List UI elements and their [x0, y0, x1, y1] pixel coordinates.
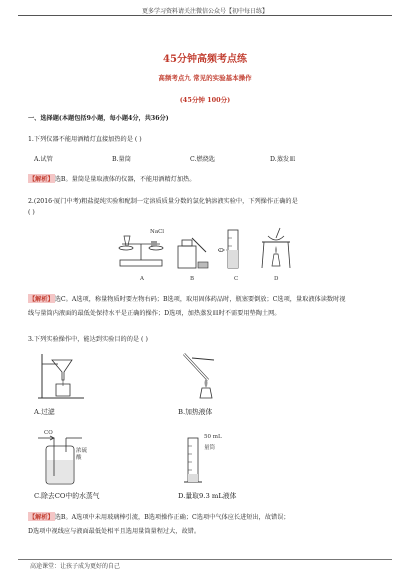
q3-option-c: C.除去CO中的水蒸气: [34, 492, 100, 500]
q2-label-d: D: [274, 276, 279, 282]
topic-subtitle: 高频考点九 常见的实验基本操作: [158, 74, 252, 82]
q3-option-b: B.加热液体: [178, 408, 213, 416]
q3-cylinder-label: 50 mL: [204, 434, 222, 440]
header-divider: [18, 15, 392, 16]
page-header: 更多学习资料请关注微信公众号【初中每日练】: [141, 8, 268, 15]
q2-stem-line2: ( ): [28, 209, 35, 216]
q3-figure-d-cylinder: [180, 432, 220, 488]
q3-option-a: A.过滤: [34, 408, 55, 416]
q2-analysis-line2: 线与量筒内液面的最低处保持水平是正确的操作；D选项，加热蒸发皿时不需要用垫陶土网。: [28, 310, 281, 317]
q3-stem: 3.下列实验操作中，能达到实验目的的是 ( ): [28, 336, 148, 343]
q2-label-a: A: [140, 276, 144, 282]
q2-label-c: C: [234, 276, 239, 282]
q2-figure-b-bottle: [172, 232, 212, 270]
q2-label-b: B: [190, 276, 195, 282]
q3-analysis-text: 选B。A选项中未用玻璃棒引流，B选项操作正确；C选项中气体应长进短出，故错误；: [54, 514, 290, 521]
q1-analysis: [28, 174, 195, 183]
q2-analysis-tag: 【解析】: [29, 296, 54, 303]
q2-nacl-label: NaCl: [150, 229, 165, 235]
footer-divider: [18, 559, 392, 560]
page-title: 45分钟高频考点练: [163, 54, 247, 65]
q1-option-b: B.量筒: [112, 156, 131, 163]
q3-analysis-line2: D选项中视线应与液面最低处相平且选用量筒量程过大，故错。: [28, 528, 201, 535]
duration-score: (45分钟 100分): [179, 96, 231, 104]
section-heading: 一、选择题(本题包括9小题，每小题4分，共36分): [28, 115, 169, 122]
q1-analysis-tag: 【解析】: [29, 176, 54, 183]
q1-option-d: D.蒸发皿: [270, 156, 296, 163]
q3-acid-label: 浓硫酸: [76, 448, 88, 461]
q2-figure-c-cylinder: [218, 228, 252, 272]
q2-analysis-text: 选C。A选项，称量物质时要左物右码；B选项，取用固体药品时，瓶塞要倒放；C选项，量取液体读数时视: [54, 296, 346, 303]
page-footer: 高途课堂：让孩子成为更好的自己: [30, 563, 121, 570]
q1-stem: 1.下列仪器不能用酒精灯直接加热的是 ( ): [28, 136, 142, 143]
q3-cylinder-sub: 量筒: [204, 445, 216, 451]
q1-option-a: A.试管: [34, 156, 53, 163]
q3-analysis-line1: [28, 512, 290, 521]
q3-figure-b-heating: [178, 350, 228, 402]
q3-option-d: D.量取9.3 mL液体: [178, 492, 237, 500]
q3-analysis-tag: 【解析】: [29, 514, 54, 521]
q2-analysis-line1: [28, 294, 345, 303]
q3-figure-a-filtration: [36, 350, 92, 402]
q2-figure-d-evaporation: [256, 226, 296, 272]
q3-co-label: CO: [44, 430, 53, 436]
q2-stem-line1: 2.(2016·厦门中考)粗盐提纯实验和配制一定溶质质量分数的氯化钠溶液实验中，下列操作正确的是: [28, 198, 298, 205]
q1-analysis-text: 选B。量筒是量取液体的仪器，不能用酒精灯加热。: [54, 176, 196, 183]
q1-option-c: C.燃烧匙: [190, 156, 216, 163]
